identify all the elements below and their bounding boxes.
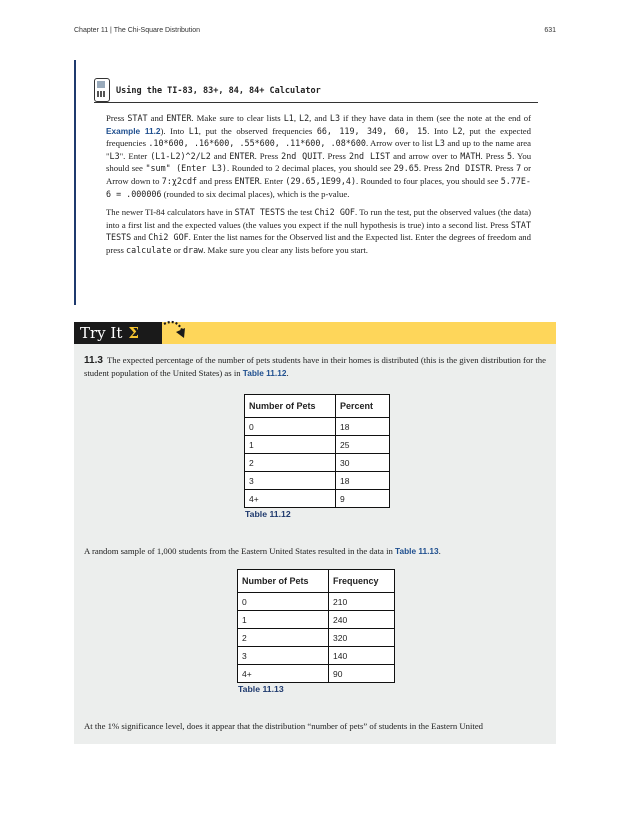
- calculator-note: [74, 60, 546, 305]
- text-run: and press: [197, 175, 235, 186]
- text-run: . Make sure to clear lists: [191, 113, 284, 123]
- pets-percent-table: [244, 394, 390, 508]
- table-cell: 18: [336, 472, 390, 490]
- text-run: or Arrow down to: [106, 163, 532, 186]
- table-cell: 1: [238, 611, 329, 629]
- calc-key: STAT TESTS: [234, 207, 286, 218]
- text-run: or: [171, 244, 184, 255]
- table-cell: 4+: [238, 665, 329, 683]
- table-row: [238, 593, 395, 611]
- text-run: and: [147, 113, 167, 123]
- text-run: . Press: [254, 150, 282, 161]
- text-run: if they have data in them (see the note at the end of: [340, 113, 532, 123]
- calc-key: ENTER: [234, 175, 260, 186]
- sample-paragraph: A random sample of 1,000 students from the Eastern United States resulted in the data in Table 11.13.: [84, 546, 441, 556]
- table-cell: 25: [336, 436, 390, 454]
- problem-number: 11.3: [84, 355, 103, 366]
- table-11-12-link[interactable]: Table 11.12: [242, 368, 287, 378]
- text-run: and: [131, 232, 149, 243]
- table-cell: 140: [329, 647, 395, 665]
- text-run: and up to the name area ": [106, 138, 531, 161]
- table-caption: Table 11.13: [238, 684, 284, 694]
- text-run: . You should see: [106, 150, 532, 174]
- table-header: Number of Pets: [238, 570, 329, 593]
- table-cell: 240: [329, 611, 395, 629]
- calc-key: (29.65,1E99,4): [285, 175, 357, 186]
- calculator-body: [106, 112, 531, 263]
- text-run: ". Enter: [119, 150, 151, 161]
- calculator-paragraph-2: [106, 206, 531, 256]
- calc-key: 5: [507, 150, 513, 161]
- calculator-title: Using the TI-83, 83+, 84, 84+ Calculator: [116, 86, 321, 96]
- table-header: Percent: [336, 395, 390, 418]
- pets-frequency-table: [237, 569, 395, 683]
- text-run: . Into: [427, 125, 453, 136]
- table-11-13-link[interactable]: Table 11.13: [395, 546, 439, 556]
- table-row: [238, 611, 395, 629]
- text-run: . Press: [418, 163, 445, 174]
- calc-key: Chi2 GOF: [148, 232, 189, 243]
- table-row: [245, 472, 390, 490]
- calc-key: Chi2 GOF: [314, 207, 355, 218]
- calc-key: 2nd LIST: [348, 150, 391, 161]
- text-run: . Press: [322, 150, 349, 161]
- table-cell: 3: [238, 647, 329, 665]
- calc-key: 29.65: [393, 163, 419, 174]
- table-row: [245, 436, 390, 454]
- calc-key: 7:χ2cdf: [161, 175, 198, 186]
- table-row: [238, 647, 395, 665]
- calc-key: 66, 119, 349, 60, 15: [316, 125, 428, 136]
- calc-key: "sum" (Enter L3): [145, 163, 227, 174]
- calc-key: 5.77E-6 = .000006: [106, 175, 531, 199]
- example-link[interactable]: Example 11.2: [106, 125, 161, 136]
- calc-key: L3: [109, 150, 120, 161]
- problem-statement: 11.3 The expected percentage of the number of pets students have in their homes is distributed (this is the given distribution for the student population of the United States) as in Table 11.12.: [84, 355, 546, 378]
- table-cell: 4+: [245, 490, 336, 508]
- calc-key: L2: [299, 113, 310, 123]
- table-caption: Table 11.12: [245, 509, 291, 519]
- table-cell: 9: [336, 490, 390, 508]
- text-run: . Arrow over to list: [365, 138, 435, 149]
- table-header: Frequency: [329, 570, 395, 593]
- calculator-paragraph-1: [106, 112, 531, 200]
- calc-key: L3: [329, 113, 341, 123]
- dotted-arrow-icon: [162, 318, 188, 344]
- page-number: 631: [544, 27, 556, 34]
- calc-key: calculate: [126, 244, 172, 255]
- table-row: [238, 665, 395, 683]
- calc-key: L1: [188, 125, 199, 136]
- text-run: . To run the test, put the observed values (the data) into a first list and the expected values (the values you expect if the null hypothesis is true) into a second list. Press: [106, 207, 532, 230]
- table-cell: 2: [238, 629, 329, 647]
- problem-text: The expected percentage of the number of pets students have in their homes is distributed (this is the given distribution for the student population of the United States) as in: [84, 355, 546, 378]
- calc-key: 7: [516, 163, 522, 174]
- text-run: , put the expected frequencies: [106, 125, 532, 149]
- try-it-text: Try It: [80, 324, 123, 342]
- calc-key: STAT TESTS: [106, 219, 531, 243]
- table-cell: 0: [238, 593, 329, 611]
- calc-key: draw: [183, 244, 204, 255]
- calc-key: .10*600, .16*600, .55*600, .11*600, .08*600: [148, 138, 366, 149]
- text-run: and: [210, 150, 230, 161]
- table-cell: 90: [329, 665, 395, 683]
- text-run: , put the observed frequencies: [198, 125, 317, 136]
- text-run: the test: [285, 207, 315, 218]
- question-text: At the 1% significance level, does it appear that the distribution “number of pets” of students in the Eastern United: [84, 721, 484, 731]
- text-run: ,: [293, 113, 300, 123]
- text-run: . Enter: [259, 175, 286, 186]
- table-row: [238, 629, 395, 647]
- text-run: . Press: [490, 163, 517, 174]
- calc-key: L2: [452, 125, 463, 136]
- calc-key: ENTER: [166, 113, 192, 123]
- calc-key: ENTER: [229, 150, 255, 161]
- text-run: . Press: [480, 150, 508, 161]
- calc-key: (L1-L2)^2/L2: [150, 150, 211, 161]
- text-run: Press: [106, 113, 128, 123]
- text-run: , and: [309, 113, 330, 123]
- calc-key: L1: [283, 113, 294, 123]
- text-run: and arrow over to: [390, 150, 461, 161]
- table-cell: 210: [329, 593, 395, 611]
- table-cell: 2: [245, 454, 336, 472]
- table-row: [245, 418, 390, 436]
- table-cell: 30: [336, 454, 390, 472]
- text-run: . Make sure you clear any lists before you start.: [203, 244, 368, 255]
- text-run: . Rounded to four places, you should see: [356, 175, 501, 186]
- table-cell: 3: [245, 472, 336, 490]
- table-cell: 18: [336, 418, 390, 436]
- calculator-icon: [94, 78, 110, 102]
- try-it-banner: [74, 322, 556, 344]
- text-run: (rounded to six decimal places), which is the p-value.: [161, 188, 350, 199]
- text-run: The newer TI-84 calculators have in: [106, 207, 235, 218]
- chapter-title: Chapter 11 | The Chi-Square Distribution: [74, 27, 201, 34]
- sigma-icon: Σ: [128, 324, 139, 342]
- table-row: [245, 490, 390, 508]
- calc-key: STAT: [127, 113, 148, 123]
- calc-key: MATH: [460, 150, 481, 161]
- text-run: ). Into: [160, 125, 189, 136]
- calc-key: L3: [434, 138, 445, 149]
- try-it-panel: [74, 344, 556, 744]
- try-it-label: [74, 322, 162, 344]
- calculator-heading: [94, 78, 538, 103]
- table-header: Number of Pets: [245, 395, 336, 418]
- text-run: . Enter the list names for the Observed list and the Expected list. Enter the degrees of freedom and press: [106, 232, 531, 255]
- table-cell: 0: [245, 418, 336, 436]
- table-cell: 320: [329, 629, 395, 647]
- calc-key: 2nd DISTR: [444, 163, 491, 174]
- text-run: . Rounded to 2 decimal places, you should see: [226, 163, 394, 174]
- table-row: [245, 454, 390, 472]
- table-cell: 1: [245, 436, 336, 454]
- calc-key: 2nd QUIT: [281, 150, 323, 161]
